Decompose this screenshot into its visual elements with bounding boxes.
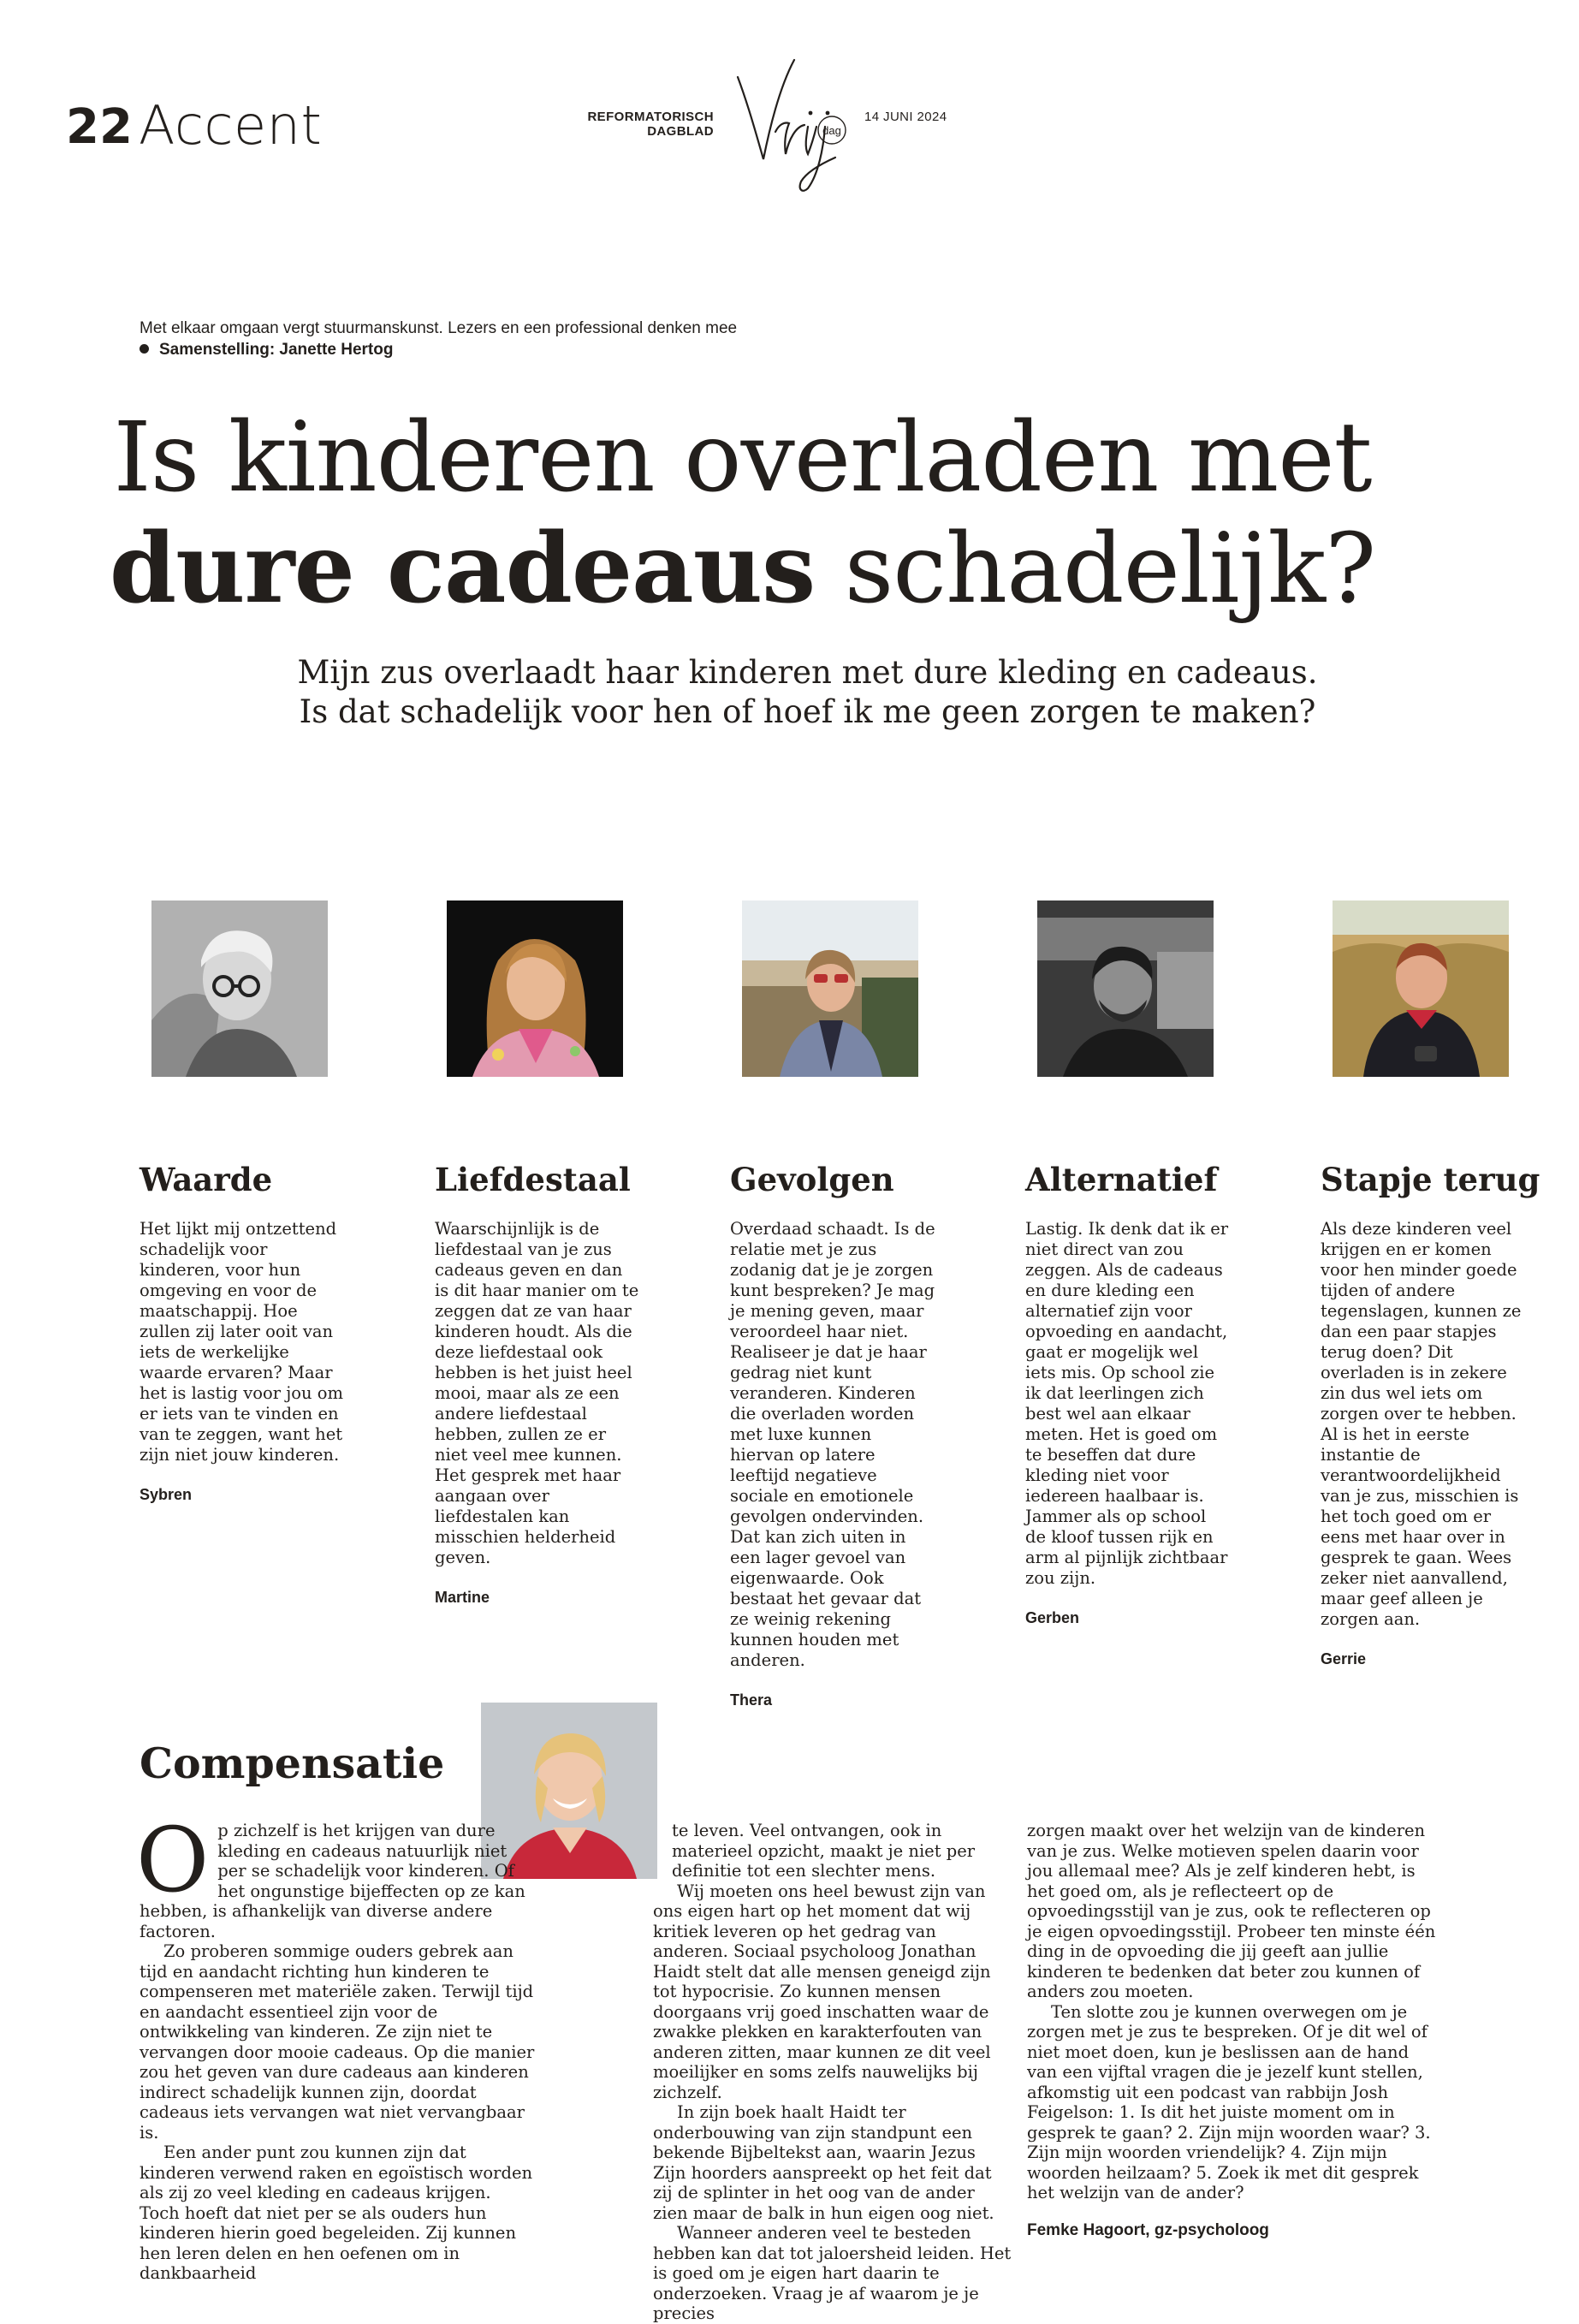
panel-author: Gerben [1025,1609,1080,1626]
panel-heading: Stapje terug [1321,1161,1540,1198]
panel-text: Als deze kinderen veel krijgen en er komen voor hen minder goede tijden of andere tegenslagen, kunnen ze dan een paar stapjes terug doen? Dit overladen is in zekere zin dus wel iets om zorgen over te hebben. Al is het in eerste instantie de verantwoordelijkheid van je zus, misschien is het toch goed om er eens met haar over in gesprek te gaan. Wees zeker niet aanvallend, maar geef alleen je zorgen aan. [1321,1219,1522,1629]
drop-cap: O [136,1808,210,1912]
article-paragraph: Ten slotte zou je kunnen overwegen om je zorgen met je zus te bespreken. Of je dit wel of niet moet doen, kun je beslissen aan de hand van een vijftal vragen die je jezelf kunt stellen, afkomstig uit een podcast van rabbijn Josh Feigelson: 1. Is dit het juiste moment om in gesprek te gaan? 2. Zijn mijn woorden waar? 3. Zijn mijn woorden vriendelijk? 4. Zijn mijn woorden heilzaam? 5. Zoek ik met dit gesprek het welzijn van de ander? [1027,2001,1431,2202]
bullet-icon [139,344,149,354]
headline [0,402,1579,625]
reader-question [0,653,1579,732]
paragraph-text: p zichzelf is het krijgen van dure kleding en cadeaus natuurlijk niet per se schadelijk voor kinderen. Of het ongunstige bijeffecten op ze kan hebben, is afhankelijk van diverse andere factoren. [139,1821,525,1941]
headline-rest: schadelijk? [815,514,1376,625]
byline [139,341,393,360]
panel-column-4 [1025,900,1282,1627]
panel-column-5 [1321,900,1577,1668]
question-line-1: Mijn zus overlaadt haar kinderen met dure kleding en cadeaus. [297,654,1318,691]
portrait-photo [1333,900,1509,1077]
panel-heading: Gevolgen [730,1161,894,1198]
panel-heading: Waarde [139,1161,273,1198]
article-paragraph: Een ander punt zou kunnen zijn dat kinderen verwend raken en egoïstisch worden als zij zo veel kleding en cadeaus krijgen. Toch hoeft dat niet per se als ouders hun kinderen hierin goed begeleiden. Zij kunnen hen leren delen en hen oefenen om in dankbaarheid [139,2143,533,2283]
article-paragraph-1 [136,1808,535,1941]
article-paragraph: Wij moeten ons heel bewust zijn van ons eigen hart op het moment dat wij kritiek leveren op het gedrag van anderen. Sociaal psycholoog Jonathan Haidt stelt dat alle mensen geneigd zijn tot hypocrisie. Zo kunnen mensen doorgaans vrij goed inschatten waar de zwakke plekken en karakterfouten van anderen zitten, maar kunnen ze dit veel moeilijker en soms zelfs nauwelijks bij zichzelf. [653,1881,991,2102]
panel-heading: Liefdestaal [435,1161,631,1198]
panel-author: Martine [435,1589,490,1606]
panel-column-1 [139,900,396,1504]
panel-text: Waarschijnlijk is de liefdestaal van je zus cadeaus geven en dan is dit haar manier om te zeggen dat ze van haar kinderen houdt. Als die deze liefdestaal ook hebben is het juist heel mooi, maar als ze een andere liefdestaal hebben, zullen ze er niet veel mee kunnen. Het gesprek met haar aangaan over liefdestalen kan misschien helderheid geven. [435,1219,639,1567]
headline-bold: dure cadeaus [109,513,816,625]
panel-heading: Alternatief [1025,1161,1218,1198]
article-paragraph: In zijn boek haalt Haidt ter onderbouwing van zijn standpunt een bekende Bijbeltekst aan, waarin Jezus Zijn hoorders aanspreekt op het feit dat zij de splinter in het oog van de ander zien maar de balk in hun eigen oog niet. [653,2102,994,2223]
byline-text: Samenstelling: Janette Hertog [159,341,394,359]
article-paragraph: Wanneer anderen veel te besteden hebben kan dat tot jaloersheid leiden. Het is goed om je eigen hart daarin te onderzoeken. Vraag je af waarom je je precies [653,2223,1012,2323]
article-column-2 [653,1821,1012,2324]
panel-column-2 [435,900,692,1607]
publication-name: REFORMATORISCH DAGBLAD [587,110,714,139]
section-name: Accent [139,94,323,157]
vrijdag-logo [726,53,854,199]
panel-author: Sybren [139,1486,193,1503]
kicker: Met elkaar omgaan vergt stuurmanskunst. Lezers en een professional denken mee [139,319,738,337]
headline-line-1: Is kinderen overladen met [113,402,1372,514]
portrait-photo [447,900,623,1077]
portrait-photo [151,900,328,1077]
panel-text: Het lijkt mij ontzettend schadelijk voor kinderen, voor hun omgeving en voor de maatschappij. Hoe zullen zij later ooit van iets de werkelijke waarde ervaren? Maar het is lastig voor jou om er iets van te vinden en van te zeggen, want het zijn niet jouw kinderen. [139,1219,343,1465]
portrait-photo [742,900,918,1077]
panel-text: Overdaad schaadt. Is de relatie met je zus zodanig dat je je zorgen kunt bespreken? Je mag je mening geven, maar veroordeel haar niet. Realiseer je dat je haar gedrag niet kunt veranderen. Kinderen die overladen worden met luxe kunnen hiervan op latere leeftijd negatieve sociale en emotionele gevolgen ondervinden. Dat kan zich uiten in een lager gevoel van eigenwaarde. Ook bestaat het gevaar dat ze weinig rekening kunnen houden met anderen. [730,1219,935,1670]
article-paragraph: Zo proberen sommige ouders gebrek aan tijd en aandacht richting hun kinderen te compenseren met materiële zaken. Terwijl tijd en aandacht essentieel zijn voor de ontwikkeling van kinderen. Ze zijn niet te vervangen door mooie cadeaus. Op die manier zou het geven van dure cadeaus aan kinderen indirect schadelijk kunnen zijn, doordat cadeaus iets vervangen wat niet vervangbaar is. [139,1941,535,2143]
expert-author: Femke Hagoort, gz-psycholoog [1027,2220,1269,2239]
panel-text: Lastig. Ik denk dat ik er niet direct van zou zeggen. Als de cadeaus en dure kleding een alternatief zijn voor opvoeding en aandacht, gaat er mogelijk wel iets mis. Op school zie ik dat leerlingen zich best wel aan elkaar meten. Het is goed om te beseffen dat dure kleding niet voor iedereen haalbaar is. Jammer als op school de kloof tussen rijk en arm al pijnlijk zichtbaar zou zijn. [1025,1219,1229,1588]
panel-author: Gerrie [1321,1650,1367,1667]
question-line-2: Is dat schadelijk voor hen of hoef ik me geen zorgen te maken? [299,693,1316,730]
headline-line-2 [0,514,1579,625]
panel-column-3 [730,900,987,1709]
portrait-photo [1037,900,1214,1077]
article-paragraph: te leven. Veel ontvangen, ook in materieel opzicht, maakt je niet per definitie tot een slechter mens. [672,1821,976,1881]
expert-heading: Compensatie [139,1739,445,1788]
issue-date: 14 JUNI 2024 [864,110,947,124]
article-paragraph: zorgen maakt over het welzijn van de kinderen van je zus. Welke motieven spelen daarin voor jou allemaal mee? Als je zelf kinderen hebt, is het goed om, als je reflecteert op de opvoedingsstijl van je zus, ook te reflecteren op je eigen opvoedingsstijl. Probeer ten minste één ding in de opvoeding die jij geeft aan jullie kinderen te bedenken dat beter zou kunnen of anders zou moeten. [1027,1821,1436,2001]
page-number: 22 [66,99,133,155]
logo-badge-text: dag [822,124,841,137]
panel-author: Thera [730,1691,773,1709]
article-column-1 [136,1808,535,2284]
article-column-3 [1027,1821,1441,2240]
